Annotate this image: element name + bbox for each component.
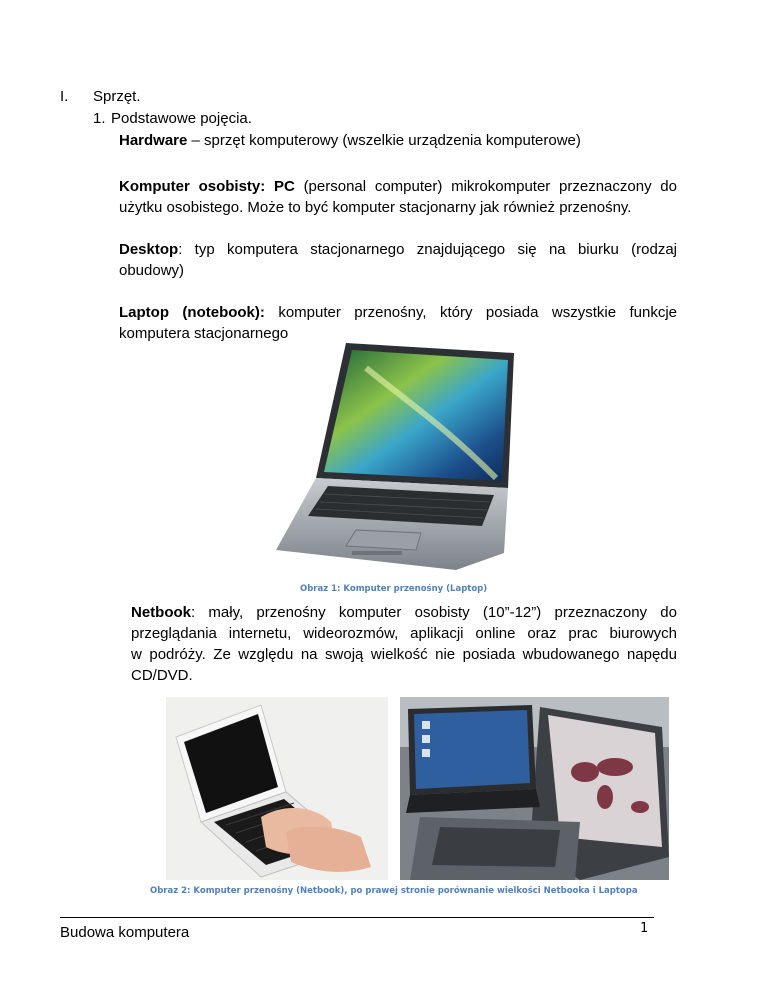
definition-desktop-line2: obudowy) [119,262,185,279]
laptop-photo [246,338,546,578]
definition-pc-line2: użytku osobistego. Może to być komputer stacjonarny jak również przenośny. [119,199,632,216]
definition-netbook-line3: w podróży. Ze względu na swoją wielkość nie posiada wbudowanego napędu [131,646,677,663]
definition-hardware-text: – sprzęt komputerowy (wszelkie urządzenia komputerowe) [187,132,581,149]
page-number: 1 [640,921,649,936]
figure2-caption: Obraz 2: Komputer przenośny (Netbook), po prawej stronie porównanie wielkości Netbooka i Laptopa [150,886,638,896]
definition-netbook-line1: Netbook: mały, przenośny komputer osobisty (10”-12”) przeznaczony do [131,604,677,621]
figure1-caption: Obraz 1: Komputer przenośny (Laptop) [300,584,488,594]
definition-laptop-line1: Laptop (notebook): komputer przenośny, który posiada wszystkie funkcje [119,304,678,321]
footer-title: Budowa komputera [60,924,190,941]
definition-netbook-line4: CD/DVD. [131,667,193,684]
definition-hardware [119,130,581,151]
definition-desktop-line1: Desktop: typ komputera stacjonarnego znajdującego się na biurku (rodzaj [119,241,677,258]
footer-divider [60,917,654,918]
section-number: I. [60,88,69,105]
definition-pc-line1: Komputer osobisty: PC (personal computer) mikrokomputer przeznaczony do [119,178,677,195]
term-hardware: Hardware [119,132,188,149]
term-laptop: Laptop (notebook): [119,304,265,321]
term-pc: Komputer osobisty: PC [119,178,295,195]
section-title: Sprzęt. [93,88,141,105]
term-desktop: Desktop [119,241,179,258]
definition-laptop-line2: komputera stacjonarnego [119,325,289,342]
subsection-title: Podstawowe pojęcia. [111,110,252,127]
term-netbook: Netbook [131,604,191,621]
subsection-number: 1. [93,110,106,127]
definition-netbook-line2: przeglądania internetu, wideorozmów, aplikacji online oraz prac biurowych [131,625,677,642]
netbook-photo [166,697,388,880]
netbook-laptop-comparison-photo [400,697,669,880]
